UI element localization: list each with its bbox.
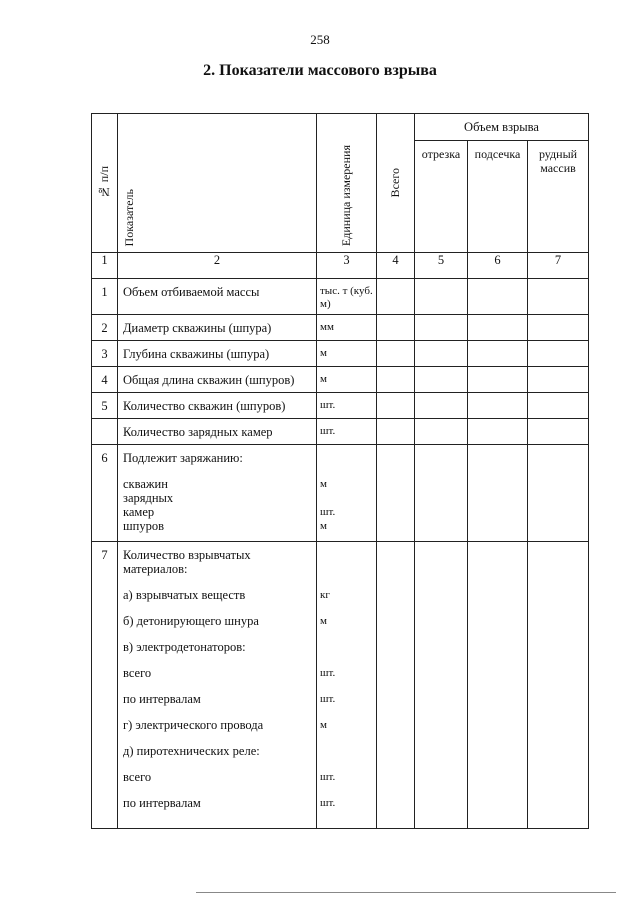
table-row <box>92 367 589 393</box>
row-subunit <box>320 491 373 505</box>
row-cell-empty <box>377 315 415 341</box>
row-cell-empty <box>377 419 415 445</box>
row-subunit: м <box>320 478 327 490</box>
header-col-no-label: № п/п <box>97 166 111 200</box>
row-subitem: по интервалам <box>123 692 201 706</box>
row-cell-empty <box>468 542 528 829</box>
row-cell-empty <box>377 367 415 393</box>
header-sub-otrezka: отрезка <box>415 141 468 253</box>
table-row <box>92 393 589 419</box>
bottom-divider <box>196 892 616 893</box>
row-number: 3 <box>92 341 118 367</box>
row-subunit: м <box>320 719 327 731</box>
row-cell-empty <box>468 393 528 419</box>
row-cell-empty <box>528 445 589 542</box>
row-unit: м <box>317 341 377 367</box>
row-subunit: шт. <box>320 797 336 809</box>
header-sub-massiv: рудный массив <box>528 141 589 253</box>
header-col-no <box>92 114 118 253</box>
column-numbers-row <box>92 253 589 279</box>
row-cell-empty <box>468 279 528 315</box>
row-number: 4 <box>92 367 118 393</box>
column-number: 3 <box>317 253 377 279</box>
row-number: 5 <box>92 393 118 419</box>
row-cell-empty <box>377 445 415 542</box>
row-cell-empty <box>468 367 528 393</box>
header-col-total <box>377 114 415 253</box>
table-row <box>92 419 589 445</box>
column-number: 1 <box>92 253 118 279</box>
indicators-table <box>91 113 589 829</box>
row-subitem: зарядных <box>123 491 174 505</box>
header-sub-podsechka: подсечка <box>468 141 528 253</box>
row-cell-empty <box>528 393 589 419</box>
row-cell-empty <box>528 315 589 341</box>
page-number: 258 <box>310 32 330 47</box>
row-subitem: в) электродетонаторов: <box>123 640 246 654</box>
row-cell-empty <box>377 341 415 367</box>
row-name: Диаметр скважины (шпура) <box>118 315 317 341</box>
header-col-name-label: Показатель <box>122 188 136 246</box>
row-cell-empty <box>528 542 589 829</box>
row-unit: мм <box>317 315 377 341</box>
row-cell-empty <box>468 445 528 542</box>
row-cell-empty <box>528 419 589 445</box>
row-subitem: камер <box>123 505 155 519</box>
row-cell-empty <box>468 419 528 445</box>
table-row-charging <box>92 445 589 542</box>
row-subunit: шт. <box>320 667 336 679</box>
table-row <box>92 341 589 367</box>
row-subunit <box>320 640 373 666</box>
header-group-volume: Объем взрыва <box>415 114 589 141</box>
header-row-group <box>92 114 589 141</box>
row-name: Количество скважин (шпуров) <box>118 393 317 419</box>
row-cell-empty <box>377 279 415 315</box>
row-cell-empty <box>377 393 415 419</box>
row-cell-empty <box>415 279 468 315</box>
row-name-main: Подлежит заряжанию: <box>123 451 243 465</box>
row-subitem: а) взрывчатых веществ <box>123 588 246 602</box>
row-subunit: м <box>320 615 327 627</box>
row-name: Общая длина скважин (шпуров) <box>118 367 317 393</box>
row-unit <box>317 542 377 829</box>
row-number <box>92 419 118 445</box>
row-unit: шт. <box>317 393 377 419</box>
row-number: 2 <box>92 315 118 341</box>
table-row <box>92 315 589 341</box>
row-subunit: м <box>320 520 327 532</box>
row-subunit: кг <box>320 589 330 601</box>
column-number: 4 <box>377 253 415 279</box>
header-col-total-label: Всего <box>388 168 402 198</box>
table-row-explosives <box>92 542 589 829</box>
row-cell-empty <box>528 367 589 393</box>
row-cell-empty <box>415 315 468 341</box>
row-cell-empty <box>468 341 528 367</box>
row-subunit: шт. <box>320 506 336 518</box>
row-subitem: скважин <box>123 477 168 491</box>
row-cell-empty <box>415 393 468 419</box>
row-unit: тыс. т (куб. м) <box>317 279 377 315</box>
row-subitem: д) пиротехнических реле: <box>123 744 260 758</box>
row-subunit: шт. <box>320 693 336 705</box>
row-name: Глубина скважины (шпура) <box>118 341 317 367</box>
header-col-unit-label: Единица измерения <box>339 144 353 246</box>
row-cell-empty <box>415 341 468 367</box>
row-subunit: шт. <box>320 771 336 783</box>
row-subitem: шпуров <box>123 519 164 533</box>
row-name-main: Количество взрывчатых материалов: <box>123 548 251 576</box>
row-subitem: б) детонирующего шнура <box>123 614 259 628</box>
row-subitem: всего <box>123 770 152 784</box>
header-col-unit <box>317 114 377 253</box>
row-cell-empty <box>468 315 528 341</box>
row-cell-empty <box>528 341 589 367</box>
header-col-name <box>118 114 317 253</box>
column-number: 5 <box>415 253 468 279</box>
row-number: 1 <box>92 279 118 315</box>
row-unit: м <box>317 367 377 393</box>
row-unit <box>317 445 377 542</box>
row-cell-empty <box>415 367 468 393</box>
row-subitem: всего <box>123 666 152 680</box>
row-cell-empty <box>528 279 589 315</box>
row-unit: шт. <box>317 419 377 445</box>
row-number: 7 <box>92 542 118 829</box>
row-name: Количество зарядных камер <box>118 419 317 445</box>
row-name: Объем отбиваемой массы <box>118 279 317 315</box>
row-subunit <box>320 744 373 770</box>
row-subitem: г) электрического провода <box>123 718 264 732</box>
column-number: 2 <box>118 253 317 279</box>
column-number: 7 <box>528 253 589 279</box>
row-cell-empty <box>377 542 415 829</box>
row-number: 6 <box>92 445 118 542</box>
table-row <box>92 279 589 315</box>
row-cell-empty <box>415 542 468 829</box>
row-name <box>118 445 317 542</box>
row-name <box>118 542 317 829</box>
page-title: 2. Показатели массового взрыва <box>203 62 437 79</box>
column-number: 6 <box>468 253 528 279</box>
row-subitem: по интервалам <box>123 796 201 810</box>
row-cell-empty <box>415 445 468 542</box>
row-cell-empty <box>415 419 468 445</box>
